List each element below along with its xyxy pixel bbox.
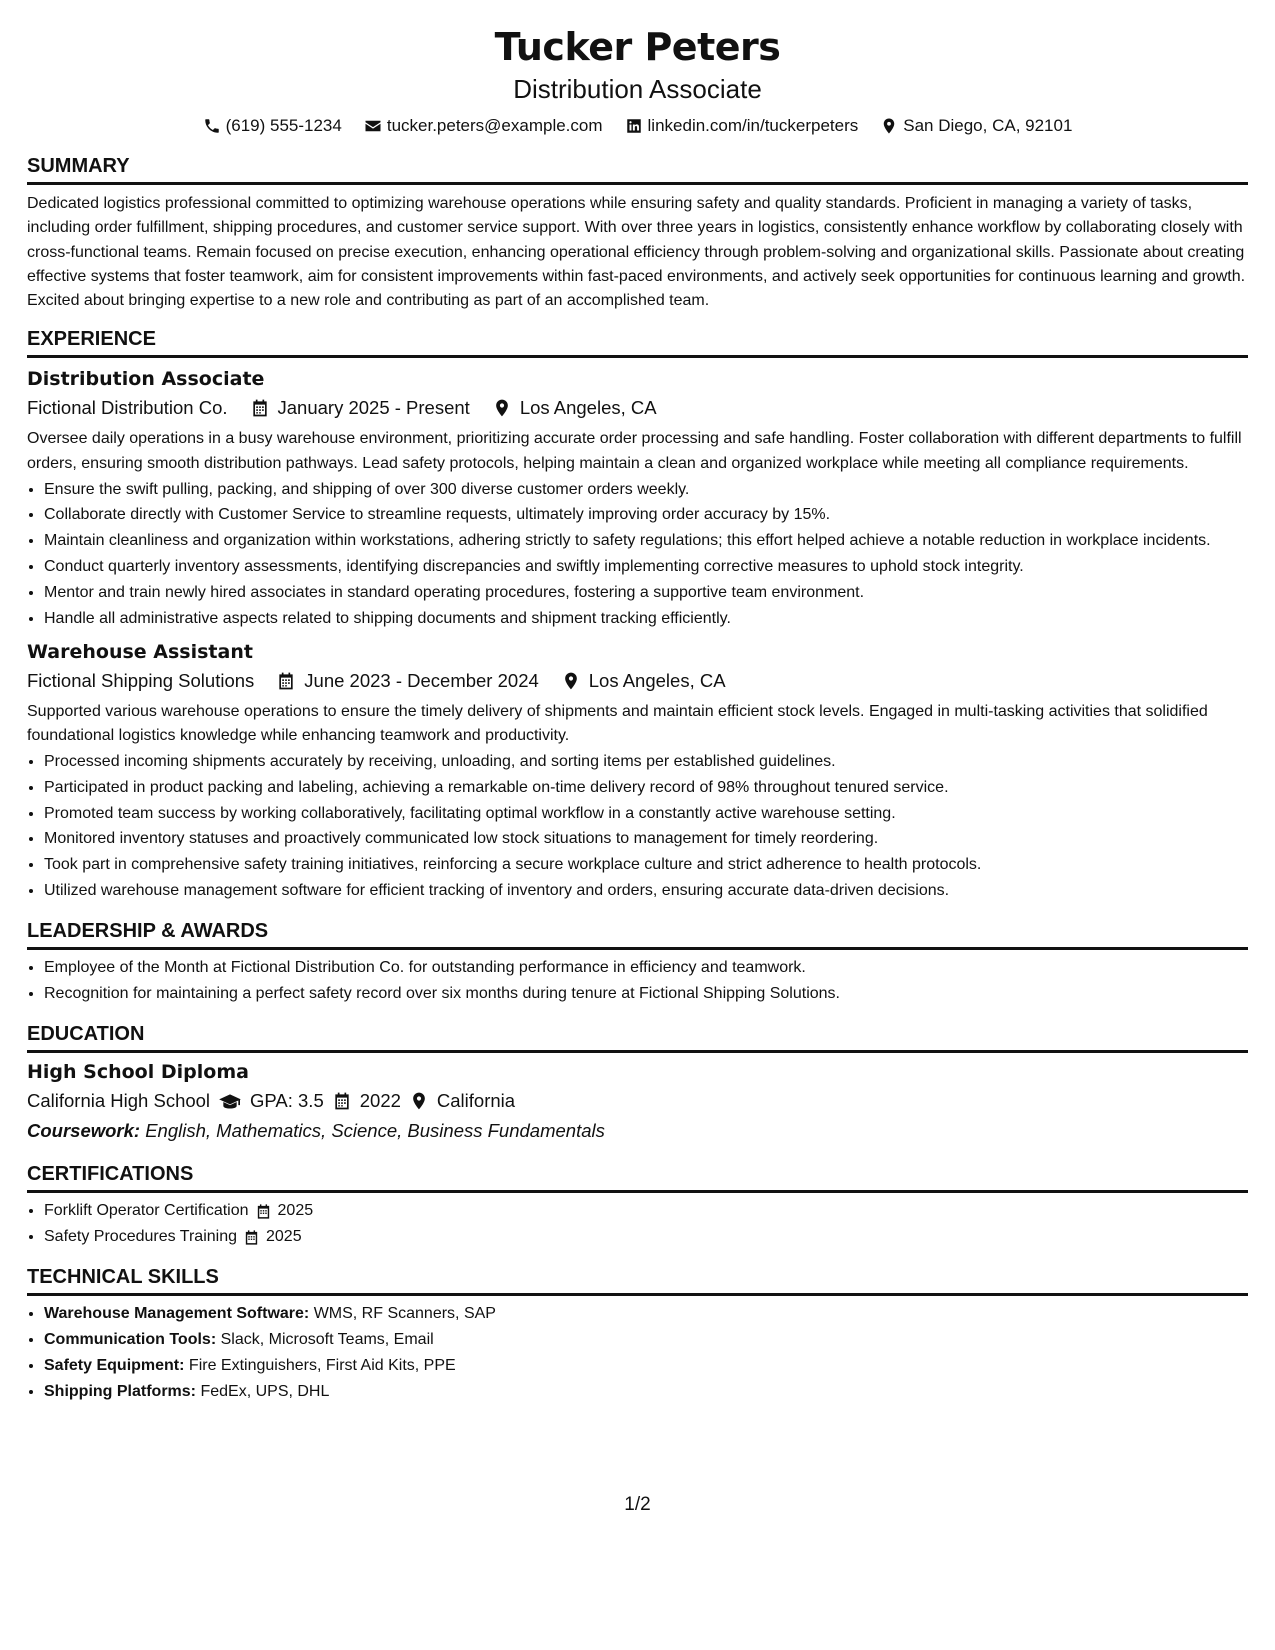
- coursework-label: Coursework:: [27, 1120, 141, 1142]
- coursework-list: English, Mathematics, Science, Business Fundamentals: [145, 1120, 605, 1142]
- list-item: • Employee of the Month at Fictional Distribution Co. for outstanding performance in efficiency and teamwork.: [44, 956, 1248, 980]
- skill-label: Safety Equipment:: [44, 1357, 185, 1375]
- list-item: [44, 1380, 1248, 1404]
- job-meta: [27, 666, 1248, 696]
- list-item: [44, 1328, 1248, 1352]
- list-item: • Monitored inventory statuses and proactively communicated low stock situations to management for timely reordering.: [44, 827, 1248, 851]
- contact-email[interactable]: [364, 114, 603, 138]
- list-item: • Took part in comprehensive safety training initiatives, reinforcing a secure workplace culture and strict adherence to health protocols.: [44, 853, 1248, 877]
- list-item: • Utilized warehouse management software for efficient tracking of inventory and orders, ensuring accurate data-driven decisions.: [44, 879, 1248, 903]
- contact-bar: [27, 114, 1248, 138]
- section-title-education: EDUCATION: [27, 1021, 1248, 1053]
- education-location: California: [436, 1090, 516, 1112]
- job-dates: January 2025 - Present: [277, 397, 470, 419]
- map-pin-icon: [409, 1091, 429, 1111]
- section-title-skills: TECHNICAL SKILLS: [27, 1264, 1248, 1296]
- job-title: Warehouse Assistant: [27, 640, 253, 663]
- envelope-icon: [364, 117, 382, 135]
- skill-value: WMS, RF Scanners, SAP: [313, 1305, 496, 1323]
- awards-section: [27, 918, 1248, 1006]
- contact-phone: [203, 114, 342, 138]
- job-location: Los Angeles, CA: [588, 669, 726, 691]
- resume-header: [27, 22, 1248, 138]
- job-description: Supported various warehouse operations to ensure the timely delivery of shipments and maintain efficient stock levels. Engaged in multi-tasking activities that solidified foundational logistics knowledge while enhancing teamwork and productivity.: [27, 702, 1208, 745]
- certification-name: • Forklift Operator Certification: [44, 1202, 249, 1220]
- page-indicator: 1/2: [624, 1494, 651, 1515]
- phone-icon: [203, 117, 221, 135]
- skill-value: FedEx, UPS, DHL: [200, 1382, 330, 1400]
- calendar-icon: [255, 1203, 272, 1220]
- job-meta: [27, 393, 1248, 423]
- skill-value: Fire Extinguishers, First Aid Kits, PPE: [188, 1357, 456, 1375]
- school-name: California High School: [27, 1090, 211, 1112]
- job-description: Oversee daily operations in a busy warehouse environment, prioritizing accurate order processing and safe handling. Foster collaboration with different departments to fulfill orders, ensuring smooth distribution pathways. Lead safety protocols, helping maintain a clean and organized workplace while meeting all compliance requirements.: [27, 430, 1242, 472]
- list-item: • Mentor and train newly hired associates in standard operating procedures, fostering a supportive team environment.: [44, 581, 1248, 605]
- list-item: [44, 1199, 1248, 1223]
- section-title-summary: SUMMARY: [27, 153, 1248, 185]
- calendar-icon: [250, 398, 270, 418]
- section-title-certifications: CERTIFICATIONS: [27, 1161, 1248, 1193]
- experience-entry: [27, 639, 1248, 903]
- summary-text: Dedicated logistics professional committed to optimizing warehouse operations while ensuring safety and quality standards. Proficient in managing a variety of tasks, including order fulfillment, shipping procedures, and customer service support. With over three years in logistics, consistently enhance workflow by collaborating closely with cross-functional teams. Remain focused on precise execution, enhancing operational efficiency through problem-solving and organizational skills. Passionate about creating effective systems that foster teamwork, aim for consistent improvements within fast-paced environments, and actively seek opportunities for continuous learning and growth. Excited about bringing expertise to a new role and contributing as part of an accomplished team.: [27, 195, 1246, 310]
- list-item: [44, 1225, 1248, 1249]
- company-name: Fictional Distribution Co.: [27, 397, 228, 419]
- contact-location: [880, 114, 1072, 138]
- linkedin-link[interactable]: linkedin.com/in/tuckerpeters: [647, 116, 859, 135]
- phone-number: (619) 555-1234: [225, 116, 342, 135]
- awards-list: [27, 956, 1248, 1006]
- experience-entry: [27, 366, 1248, 630]
- list-item: • Ensure the swift pulling, packing, and shipping of over 300 diverse customer orders weekly.: [44, 478, 1248, 502]
- section-title-awards: LEADERSHIP & AWARDS: [27, 918, 1248, 950]
- summary-section: [27, 153, 1248, 313]
- experience-section: [27, 326, 1248, 903]
- contact-linkedin[interactable]: [625, 114, 859, 138]
- job-bullets: [27, 750, 1248, 903]
- list-item: [44, 1302, 1248, 1326]
- list-item: • Processed incoming shipments accurately by receiving, unloading, and sorting items per established guidelines.: [44, 750, 1248, 774]
- graduation-year: 2022: [359, 1090, 401, 1112]
- skill-label: Warehouse Management Software:: [44, 1305, 310, 1323]
- section-title-experience: EXPERIENCE: [27, 326, 1248, 358]
- map-pin-icon: [492, 398, 512, 418]
- company-name: Fictional Shipping Solutions: [27, 669, 255, 691]
- list-item: • Recognition for maintaining a perfect safety record over six months during tenure at Fictional Shipping Solutions.: [44, 982, 1248, 1006]
- candidate-headline: Distribution Associate: [513, 74, 762, 104]
- location-text: San Diego, CA, 92101: [903, 116, 1073, 135]
- list-item: • Conduct quarterly inventory assessments, identifying discrepancies and swiftly implementing corrective measures to uphold stock integrity.: [44, 555, 1248, 579]
- degree-title: High School Diploma: [27, 1061, 249, 1084]
- map-pin-icon: [561, 671, 581, 691]
- certifications-list: [27, 1199, 1248, 1249]
- map-pin-icon: [880, 117, 898, 135]
- list-item: • Handle all administrative aspects related to shipping documents and shipment tracking efficiently.: [44, 607, 1248, 631]
- skills-list: [27, 1302, 1248, 1404]
- coursework-line: [27, 1116, 1248, 1146]
- certifications-section: [27, 1161, 1248, 1249]
- list-item: • Participated in product packing and labeling, achieving a remarkable on-time delivery record of 98% throughout tenured service.: [44, 776, 1248, 800]
- linkedin-icon: [625, 117, 643, 135]
- skill-value: Slack, Microsoft Teams, Email: [220, 1331, 434, 1349]
- education-section: [27, 1021, 1248, 1146]
- certification-name: • Safety Procedures Training: [44, 1228, 237, 1246]
- calendar-icon: [243, 1229, 260, 1246]
- skill-label: Communication Tools:: [44, 1331, 217, 1349]
- candidate-name: Tucker Peters: [494, 25, 781, 69]
- job-dates: June 2023 - December 2024: [304, 669, 539, 691]
- list-item: • Collaborate directly with Customer Service to streamline requests, ultimately improving order accuracy by 15%.: [44, 503, 1248, 527]
- calendar-icon: [332, 1091, 352, 1111]
- skill-label: Shipping Platforms:: [44, 1382, 196, 1400]
- job-title: Distribution Associate: [27, 368, 265, 391]
- list-item: • Promoted team success by working collaboratively, facilitating optimal workflow in a constantly active warehouse setting.: [44, 802, 1248, 826]
- list-item: [44, 1354, 1248, 1378]
- skills-section: [27, 1264, 1248, 1404]
- certification-year: 2025: [277, 1202, 314, 1220]
- job-location: Los Angeles, CA: [519, 397, 657, 419]
- job-bullets: [27, 478, 1248, 631]
- gpa-value: GPA: 3.5: [250, 1090, 324, 1112]
- certification-year: 2025: [266, 1228, 302, 1246]
- list-item: • Maintain cleanliness and organization within workstations, adhering strictly to safety regulations; this effort helped achieve a notable reduction in workplace incidents.: [44, 529, 1248, 553]
- email-link[interactable]: tucker.peters@example.com: [386, 116, 603, 135]
- calendar-icon: [276, 671, 296, 691]
- education-meta: [27, 1086, 1248, 1116]
- graduation-cap-icon: [218, 1091, 242, 1111]
